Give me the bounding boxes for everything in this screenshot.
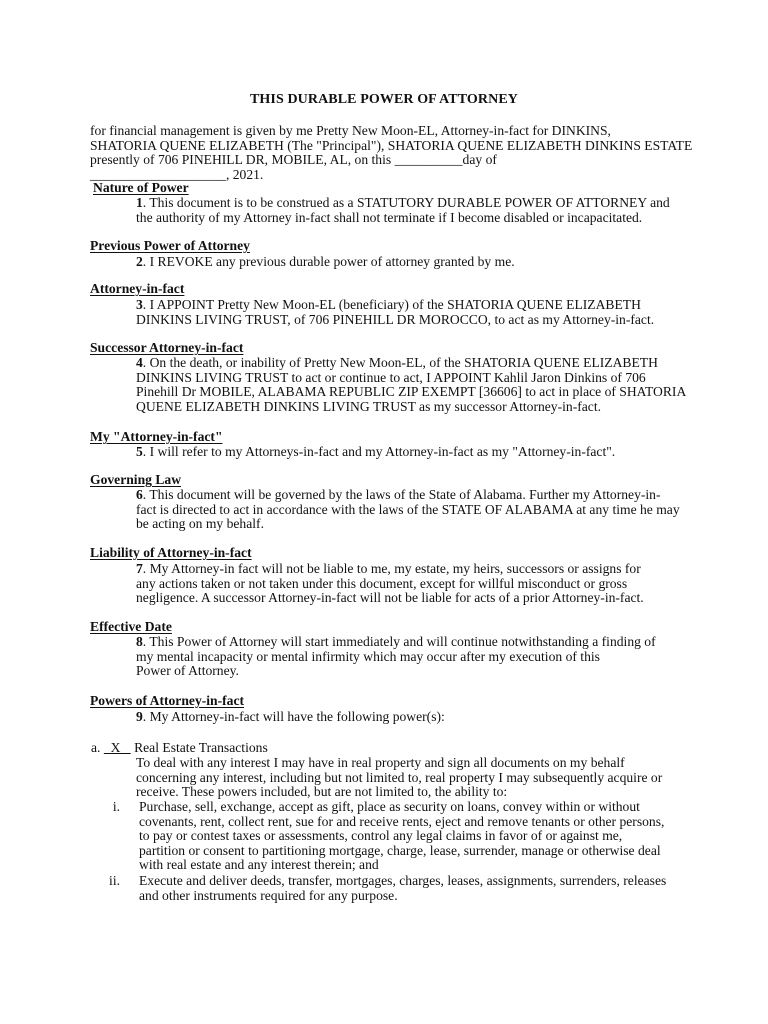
item-line: partition or consent to partitioning mortgage, charge, lease, surrender, manage or otherwise deal <box>139 842 661 858</box>
power-a-row <box>91 741 268 756</box>
section-text: QUENE ELIZABETH DINKINS LIVING TRUST as my successor Attorney-in-fact. <box>136 398 601 414</box>
item-line: and other instruments required for any purpose. <box>139 887 398 903</box>
item-line: Execute and deliver deeds, transfer, mortgages, charges, leases, assignments, surrenders, releases <box>139 873 667 888</box>
section-text: . This document is to be construed as a STATUTORY DURABLE POWER OF ATTORNEY and <box>142 195 670 210</box>
power-desc-line: concerning any interest, including but not limited to, real property I may subsequently acquire or <box>136 769 663 785</box>
section-text: the authority of my Attorney in-fact shall not terminate if I become disabled or incapacitated. <box>136 209 643 225</box>
section-number: 6 <box>136 487 143 502</box>
section-text: . My Attorney-in-fact will have the following power(s): <box>142 709 445 724</box>
power-label: Real Estate Transactions <box>134 740 268 755</box>
section-text: be acting on my behalf. <box>136 516 264 532</box>
section-text: any actions taken or not taken under this document, except for willful misconduct or gross <box>136 575 628 591</box>
item-line: with real estate and any interest therein; and <box>139 857 379 873</box>
item-line: Purchase, sell, exchange, accept as gift, place as security on loans, convey within or without <box>139 799 640 814</box>
section-number: 3 <box>136 297 143 312</box>
section-heading-my-attorney: My "Attorney-in-fact" <box>90 429 223 444</box>
section-number: 7 <box>136 561 143 576</box>
document-title: THIS DURABLE POWER OF ATTORNEY <box>249 92 518 107</box>
intro-line: ____________________, 2021. <box>90 166 264 182</box>
section-number: 8 <box>136 634 143 649</box>
intro-line: for financial management is given by me Pretty New Moon-EL, Attorney-in-fact for DINKINS, <box>90 123 611 138</box>
intro-line: presently of 706 PINEHILL DR, MOBILE, AL, on this __________day of <box>90 152 497 168</box>
power-item-ii <box>139 874 666 903</box>
section-body-9 <box>136 710 445 725</box>
power-desc-line: To deal with any interest I may have in real property and sign all documents on my behalf <box>136 755 625 770</box>
section-heading-successor: Successor Attorney-in-fact <box>90 340 244 355</box>
item-line: to pay or contest taxes or assessments, control any legal claims in favor of or against me, <box>139 828 623 844</box>
section-text: . This Power of Attorney will start immediately and will continue notwithstanding a finding of <box>142 634 656 649</box>
section-heading-previous-power: Previous Power of Attorney <box>90 238 250 253</box>
section-text: . I APPOINT Pretty New Moon-EL (beneficiary) of the SHATORIA QUENE ELIZABETH <box>142 297 641 312</box>
section-body-6 <box>136 488 680 532</box>
power-item-i <box>139 800 664 873</box>
section-text: DINKINS LIVING TRUST to act or continue to act, I APPOINT Kahlil Jaron Dinkins of 706 <box>136 369 646 385</box>
section-body-8 <box>136 635 656 679</box>
section-text: DINKINS LIVING TRUST, of 706 PINEHILL DR MOROCCO, to act as my Attorney-in-fact. <box>136 311 655 327</box>
section-text: negligence. A successor Attorney-in-fact will not be liable for acts of a prior Attorney-in-fact. <box>136 590 644 606</box>
section-body-5 <box>136 445 615 460</box>
section-text: fact is directed to act in accordance with the laws of the STATE OF ALABAMA at any time he may <box>136 501 680 517</box>
section-heading-powers: Powers of Attorney-in-fact <box>90 693 245 708</box>
section-text: my mental incapacity or mental infirmity which may occur after my execution of this <box>136 648 600 664</box>
section-text: . On the death, or inability of Pretty New Moon-EL, of the SHATORIA QUENE ELIZABETH <box>142 355 658 370</box>
power-checkbox-mark: X <box>110 740 121 755</box>
section-body-1 <box>136 196 670 225</box>
item-line: covenants, rent, collect rent, sue for and receive rents, eject and remove tenants or other persons, <box>139 813 665 829</box>
intro-line: SHATORIA QUENE ELIZABETH (The "Principal"), SHATORIA QUENE ELIZABETH DINKINS ESTATE <box>90 137 693 153</box>
section-number: 5 <box>136 444 143 459</box>
section-text: . My Attorney-in fact will not be liable to me, my estate, my heirs, successors or assigns for <box>142 561 641 576</box>
section-body-3 <box>136 298 654 327</box>
power-desc-line: receive. These powers included, but are not limited to, the ability to: <box>136 784 508 800</box>
item-numeral: i. <box>112 799 120 814</box>
section-text: Power of Attorney. <box>136 663 239 679</box>
section-heading-liability: Liability of Attorney-in-fact <box>90 545 252 560</box>
section-heading-effective-date: Effective Date <box>90 619 172 634</box>
section-text: Pinehill Dr MOBILE, ALABAMA REPUBLIC ZIP EXEMPT [36606] to act in place of SHATORIA <box>136 384 687 400</box>
section-body-7 <box>136 562 644 606</box>
section-text: . I REVOKE any previous durable power of attorney granted by me. <box>142 254 515 269</box>
section-heading-governing-law: Governing Law <box>90 472 182 487</box>
section-heading-attorney-in-fact: Attorney-in-fact <box>90 281 185 296</box>
section-number: 2 <box>136 254 143 269</box>
intro-paragraph <box>90 124 692 182</box>
item-numeral: ii. <box>109 873 120 888</box>
section-text: . I will refer to my Attorneys-in-fact and my Attorney-in-fact as my "Attorney-in-fact". <box>142 444 616 459</box>
section-heading-nature-of-power: Nature of Power <box>93 180 189 195</box>
power-letter: a. <box>91 740 101 755</box>
power-a-description <box>136 756 662 800</box>
section-body-4 <box>136 356 686 414</box>
section-body-2 <box>136 255 515 270</box>
section-number: 1 <box>136 195 143 210</box>
section-text: . This document will be governed by the laws of the State of Alabama. Further my Attorney-in- <box>142 487 661 502</box>
section-number: 4 <box>136 355 143 370</box>
section-number: 9 <box>136 709 143 724</box>
